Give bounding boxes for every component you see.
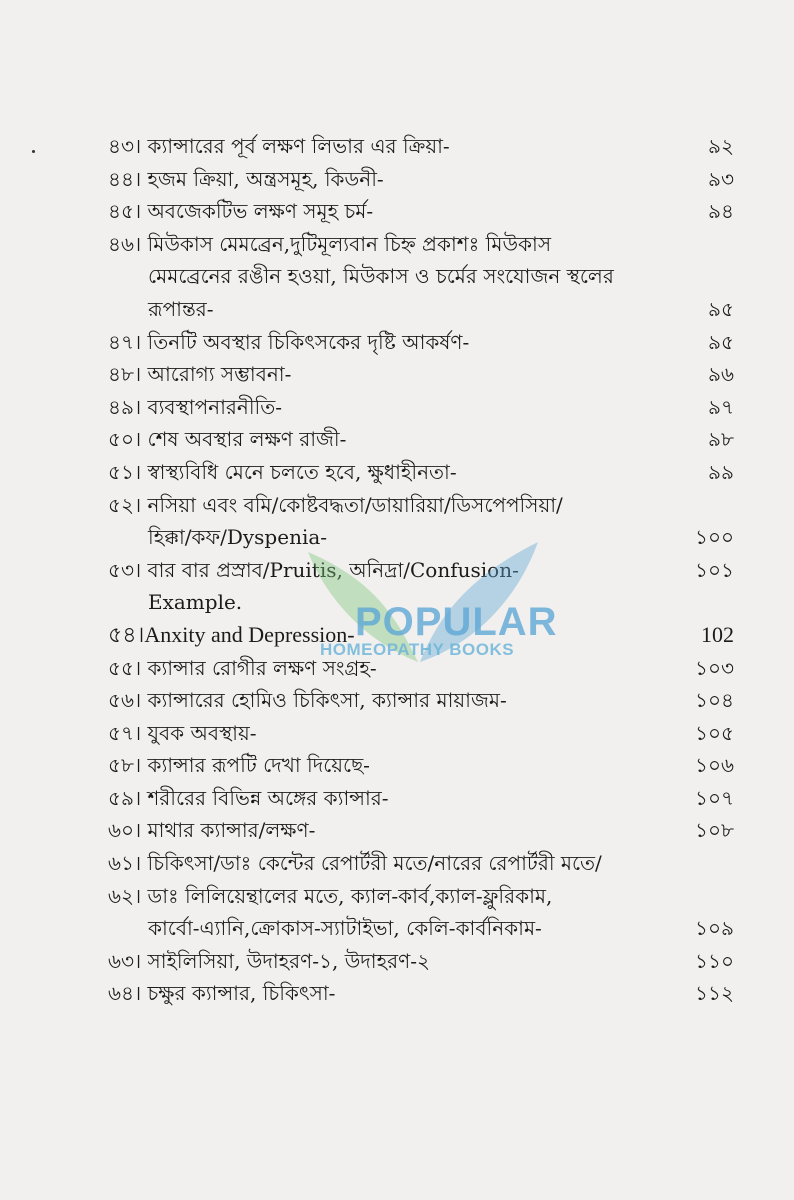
toc-entry-page-number: ৯২ (708, 134, 734, 158)
toc-entry-page-number: ১০৫ (695, 720, 734, 745)
toc-entry (108, 749, 734, 782)
ink-speck (32, 150, 35, 153)
toc-entry-page-number: ৯৬ (708, 362, 734, 387)
toc-entry-title-line: ৪৮। আরোগ্য সম্ভাবনা- (108, 362, 292, 387)
toc-entry (108, 423, 734, 456)
watermark-subtitle: HOMEOPATHY BOOKS (320, 640, 515, 659)
toc-entry-title-line: ৫১। স্বাস্থ্যবিধি মেনে চলতে হবে, ক্ষুধাহীনতা- (108, 459, 457, 484)
toc-entry-title-line: ৫৩। বার বার প্রস্রাব/Pruitis, অনিদ্রা/Confusion- (108, 557, 519, 582)
watermark-title: POPULAR (355, 600, 558, 644)
toc-entry-title-line: ৪৭। তিনটি অবস্থার চিকিৎসকের দৃষ্টি আকর্ষণ- (108, 329, 470, 354)
toc-entry-page-number: ৯৩ (708, 166, 734, 191)
toc-entry (108, 684, 734, 717)
toc-entry-title-line: হিক্কা/কফ/Dyspenia- (148, 525, 328, 550)
toc-entry (108, 945, 734, 978)
toc-entry-title-line: ৫৯। শরীরের বিভিন্ন অঙ্গের ক্যান্সার- (108, 785, 389, 810)
toc-entry (108, 717, 734, 750)
toc-entry-page-number: ১০০ (695, 525, 734, 550)
toc-entry-title-line: Example. (148, 590, 243, 615)
toc-entry-title-line: ৫২। নসিয়া এবং বমি/কোষ্টবদ্ধতা/ডায়ারিয়া/ডিসপেপসিয়া/ (108, 492, 563, 517)
toc-entry (108, 782, 734, 815)
toc-entry-title-line: ৪৪। হজম ক্রিয়া, অন্ত্রসমূহ, কিডনী- (108, 166, 384, 191)
toc-entry (108, 195, 734, 228)
toc-entry-title-line: কার্বো-এ্যানি,ক্রোকাস-স্যাটাইভা, কেলি-কার্বনিকাম- (148, 916, 542, 941)
toc-entry-page-number: ৯৮ (708, 427, 734, 452)
toc-entry-title-line: ৪৯। ব্যবস্থাপনারনীতি- (108, 394, 283, 419)
toc-entry-page-number: ১০৭ (695, 785, 734, 810)
toc-entry-page-number: ৯৯ (708, 459, 734, 484)
toc-entry-page-number: ১০৮ (695, 818, 734, 843)
toc-entry (108, 391, 734, 424)
toc-entry (108, 847, 734, 880)
toc-entry-title-line: ৫৫। ক্যান্সার রোগীর লক্ষণ সংগ্রহ- (108, 655, 377, 680)
toc-entry (108, 163, 734, 196)
toc-entry (108, 814, 734, 847)
toc-entry-page-number: ১১২ (695, 981, 734, 1006)
toc-entry-title-line: ৬৩। সাইলিসিয়া, উদাহরণ-১, উদাহরণ-২ (108, 948, 430, 973)
toc-entry-page-number: ১১০ (695, 948, 734, 973)
toc-entry (108, 130, 734, 163)
toc-entry-title-line: ৫৮। ক্যান্সার রূপটি দেখা দিয়েছে- (108, 753, 370, 778)
toc-entry-page-number: ১০১ (695, 557, 734, 582)
toc-entry-title-line: রূপান্তর- (148, 296, 214, 321)
toc-entry-title-line: ৬১। চিকিৎসা/ডাঃ কেন্টের রেপার্টরী মতে/নারের রেপার্টরী মতে/ (108, 851, 602, 876)
toc-entry-page-number: ৯৪ (708, 199, 734, 224)
toc-entry-title-line: ৫৭। যুবক অবস্থায়- (108, 720, 257, 745)
toc-entry (108, 456, 734, 489)
toc-entry-page-number: ৯৫ (708, 296, 734, 321)
toc-entry-page-number: ১০৬ (695, 753, 734, 778)
toc-entry-page-number: ১০৯ (695, 916, 734, 941)
toc-entry-title-line: ৫৬। ক্যান্সারের হোমিও চিকিৎসা, ক্যান্সার মায়াজম- (108, 688, 507, 713)
toc-entry (108, 326, 734, 359)
toc-entry-title-line: ৫৪।Anxity and Depression- (108, 621, 355, 647)
toc-entry-title-line: ৪৬। মিউকাস মেমব্রেন,দুটিমূল্যবান চিহ্ন প্রকাশঃ মিউকাস (108, 231, 552, 256)
toc-entry-page-number: ৯৫ (708, 329, 734, 354)
toc-entry-title-line: ৪৫। অবজেকটিভ লক্ষণ সমূহ চর্ম- (108, 199, 374, 224)
toc-entry-title-line: মেমব্রেনের রঙীন হওয়া, মিউকাস ও চর্মের সংযোজন স্থলের (148, 264, 614, 289)
toc-entry (108, 880, 734, 945)
toc-entry (108, 228, 734, 326)
toc-entry-page-number: ১০৩ (695, 655, 734, 680)
toc-entry-page-number: ৯৭ (708, 394, 734, 419)
toc-entry-title-line: ৫০। শেষ অবস্থার লক্ষণ রাজী- (108, 427, 347, 452)
toc-entry-page-number: ১০৪ (695, 688, 734, 713)
toc-entry-title-line: ৪৩। ক্যান্সারের পূর্ব লক্ষণ লিভার এর ক্রিয়া- (108, 134, 450, 158)
toc-entry-title-line: ৬২। ডাঃ লিলিয়েন্থালের মতে, ক্যাল-কার্ব,ক্যাল-ফ্লুরিকাম, (108, 883, 553, 908)
toc-entry-title-line: ৬৪। চক্ষুর ক্যান্সার, চিকিৎসা- (108, 981, 336, 1006)
toc-entry-page-number: 102 (701, 621, 734, 647)
toc-entry (108, 977, 734, 1010)
toc-entry (108, 358, 734, 391)
toc-entry-title-line: ৬০। মাথার ক্যান্সার/লক্ষণ- (108, 818, 316, 843)
